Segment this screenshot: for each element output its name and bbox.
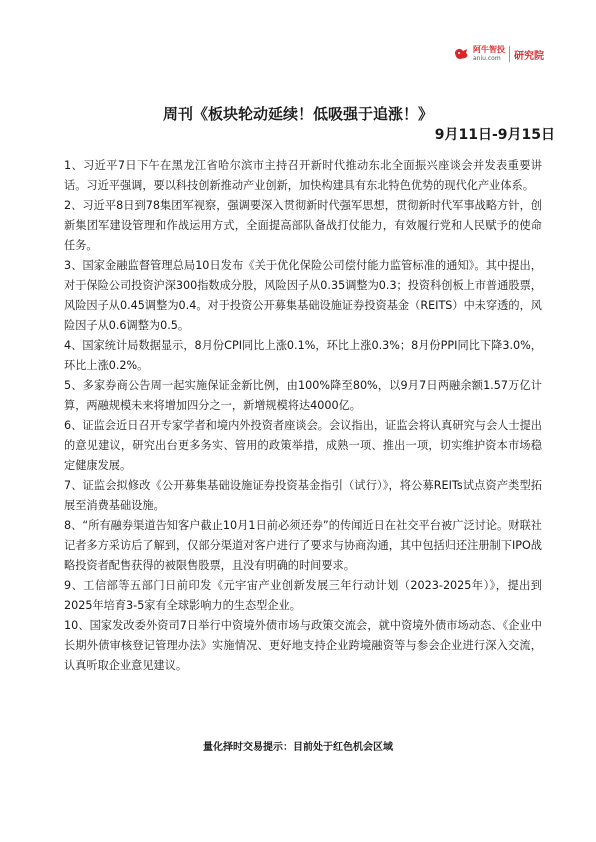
news-item-7: 7、证监会拟修改《公开募集基础设施证券投资基金指引（试行）》，将公募REITs试点资产类型拓展至消费基础设施。 (64, 479, 542, 512)
news-item-3: 3、国家金融监督管理总局10日发布《关于优化保险公司偿付能力监管标准的通知》。其中提出，对于保险公司投资沪深300指数成分股，风险因子从0.35调整为0.3；投资科创板上市普通股票，风险因子从0.45调整为0.4。对于投资公开募集基础设施证券投资基金（REITS）中未穿透的，风险因子从0.6调整为0.5。 (64, 259, 542, 332)
date-range: 9月11日-9月15日 (434, 127, 555, 143)
news-item-2: 2、习近平8日到78集团军视察，强调要深入贯彻新时代强军思想，贯彻新时代军事战略方针，创新集团军建设管理和作战运用方式，全面提高部队备战打仗能力，有效履行党和人民赋予的使命任务。 (64, 199, 542, 252)
logo-divider (509, 46, 510, 62)
logo-name: 阿牛智投 (473, 45, 505, 54)
news-item-9: 9、工信部等五部门日前印发《元宇宙产业创新发展三年行动计划（2023-2025年）》，提出到2025年培育3-5家有全球影响力的生态型企业。 (64, 579, 542, 612)
trading-hint: 量化择时交易提示：目前处于红色机会区域 (203, 742, 393, 753)
brand-logo (454, 42, 544, 66)
news-list (64, 156, 542, 676)
logo-url: aniu.com (473, 55, 501, 62)
news-item-10: 10、国家发改委外资司7日举行中资境外债市场与政策交流会，就中资境外债市场动态、《企业中长期外债审核登记管理办法》实施情况、更好地支持企业跨境融资等与参会企业进行深入交流，认真听取企业意见建议。 (64, 619, 542, 672)
bull-logo-icon (454, 46, 470, 62)
logo-text (473, 46, 505, 62)
news-item-4: 4、国家统计局数据显示，8月份CPI同比上涨0.1%，环比上涨0.3%；8月份PPI同比下降3.0%，环比上涨0.2%。 (64, 339, 542, 372)
news-item-8: 8、“所有融券渠道告知客户截止10月1日前必须还券”的传闻近日在社交平台被广泛讨论。财联社记者多方采访后了解到，仅部分渠道对客户进行了要求与协商沟通，其中包括归还注册制下IPO战略投资者配售获得的被限售股票，且没有明确的时间要求。 (64, 519, 542, 572)
page-title: 周刊《板块轮动延续！低吸强于追涨！》 (162, 105, 433, 123)
news-item-1: 1、习近平7日下午在黑龙江省哈尔滨市主持召开新时代推动东北全面振兴座谈会并发表重要讲话。习近平强调，要以科技创新推动产业创新，加快构建具有东北特色优势的现代化产业体系。 (64, 159, 542, 192)
news-item-5: 5、多家券商公告周一起实施保证金新比例，由100%降至80%，以9月7日两融余额1.57万亿计算，两融规模未来将增加四分之一，新增规模将达4000亿。 (64, 379, 542, 412)
news-item-6: 6、证监会近日召开专家学者和境内外投资者座谈会。会议指出，证监会将认真研究与会人士提出的意见建议，研究出台更多务实、管用的政策举措，成熟一项、推出一项，切实维护资本市场稳定健康发展。 (64, 419, 542, 472)
logo-department: 研究院 (514, 50, 544, 62)
